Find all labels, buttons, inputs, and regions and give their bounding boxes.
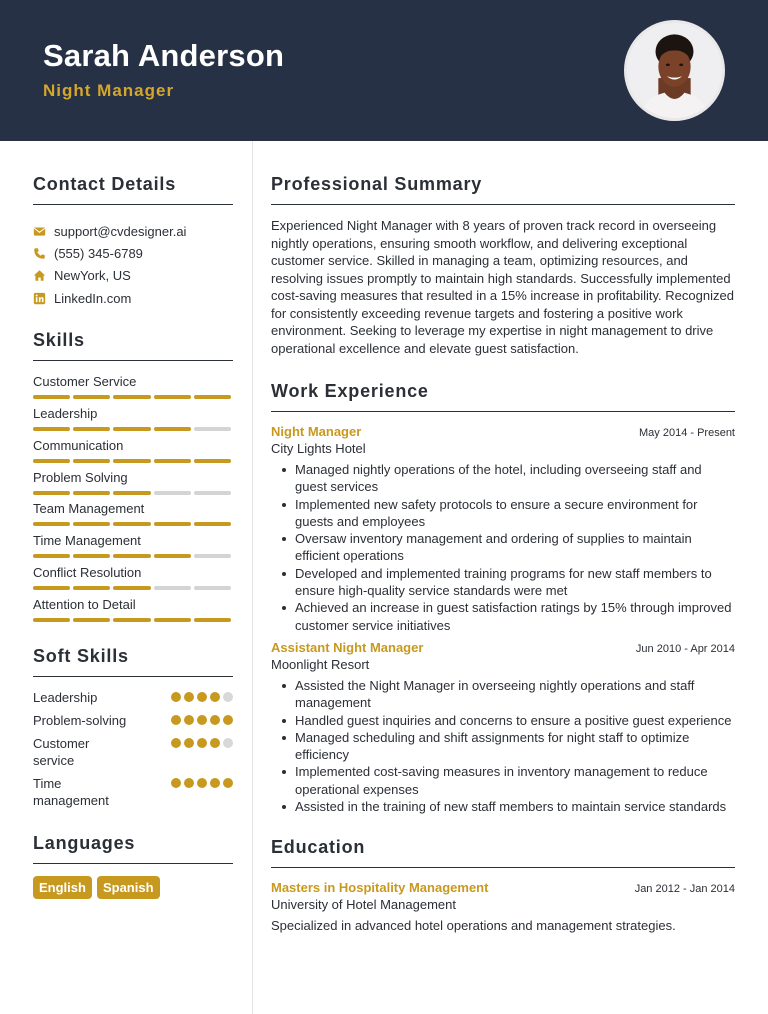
- languages-heading: Languages: [33, 833, 233, 864]
- skill-bar-segment: [33, 554, 70, 558]
- rating-dot: [223, 692, 233, 702]
- soft-skill-item: [33, 775, 233, 809]
- experience-heading: Work Experience: [271, 381, 735, 412]
- skill-item: [33, 500, 233, 532]
- languages-list: [33, 876, 233, 899]
- skills-heading: Skills: [33, 330, 233, 361]
- soft-skill-item: [33, 689, 233, 706]
- left-column: [33, 141, 233, 899]
- soft-skills-list: [33, 689, 233, 809]
- soft-skill-name: Customer service: [33, 735, 90, 768]
- skill-name: Team Management: [33, 501, 145, 517]
- skill-bar-segment: [194, 586, 231, 590]
- job-title: Night Manager: [271, 424, 362, 439]
- rating-dot: [223, 715, 233, 725]
- skill-level-bar: [33, 522, 231, 526]
- skill-level-bar: [33, 395, 231, 399]
- skill-bar-segment: [113, 618, 150, 622]
- skill-bar-segment: [194, 395, 231, 399]
- job-bullet: Oversaw inventory management and ordering of supplies to maintain efficient operations: [295, 530, 735, 565]
- skills-section: [33, 330, 233, 627]
- skill-bar-segment: [73, 554, 110, 558]
- resume-header: [0, 0, 768, 141]
- profile-photo: [624, 20, 725, 121]
- skill-name: Leadership: [33, 405, 98, 421]
- skill-bar-segment: [113, 554, 150, 558]
- soft-skill-item: [33, 735, 233, 769]
- contact-location-text: NewYork, US: [54, 268, 131, 284]
- contact-list: [33, 220, 233, 309]
- soft-skill-rating: [171, 738, 233, 748]
- skill-bar-segment: [154, 491, 191, 495]
- soft-skill-name: Problem-solving: [33, 712, 127, 728]
- skill-bar-segment: [33, 395, 70, 399]
- job-bullet: Handled guest inquiries and concerns to ensure a positive guest experience: [295, 712, 735, 729]
- skill-bar-segment: [73, 586, 110, 590]
- education-section: [271, 837, 735, 933]
- soft-skill-rating: [171, 778, 233, 788]
- skill-bar-segment: [113, 395, 150, 399]
- skill-item: [33, 564, 233, 596]
- job-entry: [271, 640, 735, 815]
- education-header: [271, 880, 735, 895]
- job-bullet: Managed nightly operations of the hotel, including overseeing staff and guest services: [295, 461, 735, 496]
- contact-location: [33, 265, 233, 287]
- job-date: May 2014 - Present: [639, 427, 735, 439]
- job-header: [271, 424, 735, 439]
- job-bullet: Assisted the Night Manager in overseeing nightly operations and staff management: [295, 677, 735, 712]
- skill-bar-segment: [194, 459, 231, 463]
- skills-list: [33, 373, 233, 627]
- skill-bar-segment: [154, 459, 191, 463]
- skill-bar-segment: [154, 586, 191, 590]
- skill-bar-segment: [154, 618, 191, 622]
- education-date: Jan 2012 - Jan 2014: [634, 883, 735, 896]
- skill-bar-segment: [154, 522, 191, 526]
- contact-phone-text: (555) 345-6789: [54, 245, 143, 261]
- job-company: City Lights Hotel: [271, 441, 366, 456]
- home-icon: [33, 269, 46, 282]
- skill-bar-segment: [73, 427, 110, 431]
- rating-dot: [197, 715, 207, 725]
- job-bullets: [271, 677, 735, 815]
- job-bullet: Developed and implemented training programs for new staff members to ensure high-quality service standards were met: [295, 565, 735, 600]
- rating-dot: [184, 738, 194, 748]
- skill-bar-segment: [194, 427, 231, 431]
- rating-dot: [184, 778, 194, 788]
- rating-dot: [197, 692, 207, 702]
- skill-bar-segment: [33, 459, 70, 463]
- contact-heading: Contact Details: [33, 174, 233, 205]
- skill-level-bar: [33, 491, 231, 495]
- skill-bar-segment: [33, 491, 70, 495]
- rating-dot: [210, 715, 220, 725]
- job-bullets: [271, 461, 735, 634]
- skill-bar-segment: [33, 586, 70, 590]
- contact-email-text: support@cvdesigner.ai: [54, 223, 187, 239]
- skill-item: [33, 532, 233, 564]
- skill-bar-segment: [194, 618, 231, 622]
- rating-dot: [184, 692, 194, 702]
- soft-skills-heading: Soft Skills: [33, 646, 233, 677]
- education-heading: Education: [271, 837, 735, 868]
- candidate-title: Night Manager: [43, 81, 175, 100]
- skill-bar-segment: [73, 459, 110, 463]
- contact-linkedin[interactable]: [33, 287, 233, 309]
- soft-skill-rating: [171, 692, 233, 702]
- education-description: Specialized in advanced hotel operations and management strategies.: [271, 918, 676, 934]
- skill-level-bar: [33, 554, 231, 558]
- rating-dot: [184, 715, 194, 725]
- right-column: [271, 141, 735, 933]
- rating-dot: [210, 692, 220, 702]
- language-badge: Spanish: [97, 876, 160, 899]
- skill-name: Customer Service: [33, 374, 137, 390]
- skill-item: [33, 373, 233, 405]
- skill-bar-segment: [113, 459, 150, 463]
- phone-icon: [33, 247, 46, 260]
- envelope-icon: [33, 225, 46, 238]
- contact-linkedin-text: LinkedIn.com: [54, 290, 132, 306]
- language-badge: English: [33, 876, 92, 899]
- job-bullet: Assisted in the training of new staff members to maintain service standards: [295, 798, 735, 815]
- job-company: Moonlight Resort: [271, 656, 370, 672]
- rating-dot: [197, 778, 207, 788]
- rating-dot: [197, 738, 207, 748]
- degree-title: Masters in Hospitality Management: [271, 880, 489, 896]
- column-divider: [252, 141, 253, 1014]
- skill-bar-segment: [113, 427, 150, 431]
- skill-bar-segment: [113, 586, 150, 590]
- soft-skills-section: [33, 646, 233, 809]
- skill-bar-segment: [73, 491, 110, 495]
- rating-dot: [171, 692, 181, 702]
- skill-bar-segment: [194, 554, 231, 558]
- job-bullet: Managed scheduling and shift assignments for night staff to optimize efficiency: [295, 729, 735, 764]
- skill-bar-segment: [194, 491, 231, 495]
- skill-level-bar: [33, 618, 231, 622]
- job-bullet: Achieved an increase in guest satisfaction ratings by 15% through improved customer service initiatives: [295, 599, 735, 634]
- skill-bar-segment: [33, 427, 70, 431]
- skill-level-bar: [33, 427, 231, 431]
- skill-item: [33, 437, 233, 469]
- soft-skill-name: Leadership: [33, 689, 98, 705]
- skill-name: Time Management: [33, 533, 141, 549]
- rating-dot: [210, 778, 220, 788]
- job-bullet: Implemented cost-saving measures in inventory management to reduce operational expenses: [295, 763, 735, 798]
- skill-item: [33, 596, 233, 628]
- skill-item: [33, 469, 233, 501]
- skill-item: [33, 405, 233, 437]
- skill-name: Problem Solving: [33, 469, 128, 485]
- skill-bar-segment: [73, 395, 110, 399]
- rating-dot: [171, 715, 181, 725]
- rating-dot: [210, 738, 220, 748]
- job-title: Assistant Night Manager: [271, 639, 424, 655]
- skill-bar-segment: [113, 522, 150, 526]
- soft-skill-rating: [171, 715, 233, 725]
- skill-level-bar: [33, 459, 231, 463]
- summary-text: Experienced Night Manager with 8 years of proven track record in overseeing nightly operations, ensuring smooth workflow, and delivering exceptional customer service. Skilled in managing a team, optimizing resources, and resolving issues promptly to maintain high standards. Successfully implemented cost-saving measures that resulted in a 15% increase in profitability. Recognized for consistently exceeding revenue targets and fostering a positive work environment. Seeking to leverage my expertise in night management to drive operational excellence and elevate guest satisfaction.: [271, 218, 734, 356]
- skill-bar-segment: [194, 522, 231, 526]
- languages-section: [33, 833, 233, 899]
- skill-bar-segment: [154, 554, 191, 558]
- rating-dot: [223, 778, 233, 788]
- linkedin-icon: [33, 292, 46, 305]
- skill-bar-segment: [73, 522, 110, 526]
- skill-bar-segment: [113, 491, 150, 495]
- job-bullet: Implemented new safety protocols to ensure a secure environment for guests and employees: [295, 496, 735, 531]
- contact-phone[interactable]: [33, 242, 233, 264]
- skill-bar-segment: [33, 618, 70, 622]
- skill-name: Communication: [33, 437, 124, 453]
- rating-dot: [171, 738, 181, 748]
- contact-section: [33, 174, 233, 309]
- skill-name: Attention to Detail: [33, 596, 136, 612]
- education-entry: [271, 880, 735, 933]
- rating-dot: [171, 778, 181, 788]
- skill-bar-segment: [73, 618, 110, 622]
- candidate-name: Sarah Anderson: [43, 38, 285, 73]
- job-date: Jun 2010 - Apr 2014: [635, 642, 735, 655]
- skill-bar-segment: [154, 427, 191, 431]
- job-header: [271, 640, 735, 655]
- skill-name: Conflict Resolution: [33, 564, 142, 580]
- school-name: University of Hotel Management: [271, 897, 456, 913]
- profile-photo-image: [627, 23, 722, 118]
- rating-dot: [223, 738, 233, 748]
- skill-level-bar: [33, 586, 231, 590]
- soft-skill-name: Time management: [33, 775, 109, 808]
- skill-bar-segment: [33, 522, 70, 526]
- soft-skill-item: [33, 712, 233, 729]
- contact-email[interactable]: [33, 220, 233, 242]
- summary-section: [271, 174, 735, 357]
- experience-section: [271, 381, 735, 815]
- job-entry: [271, 424, 735, 634]
- summary-heading: Professional Summary: [271, 174, 735, 205]
- skill-bar-segment: [154, 395, 191, 399]
